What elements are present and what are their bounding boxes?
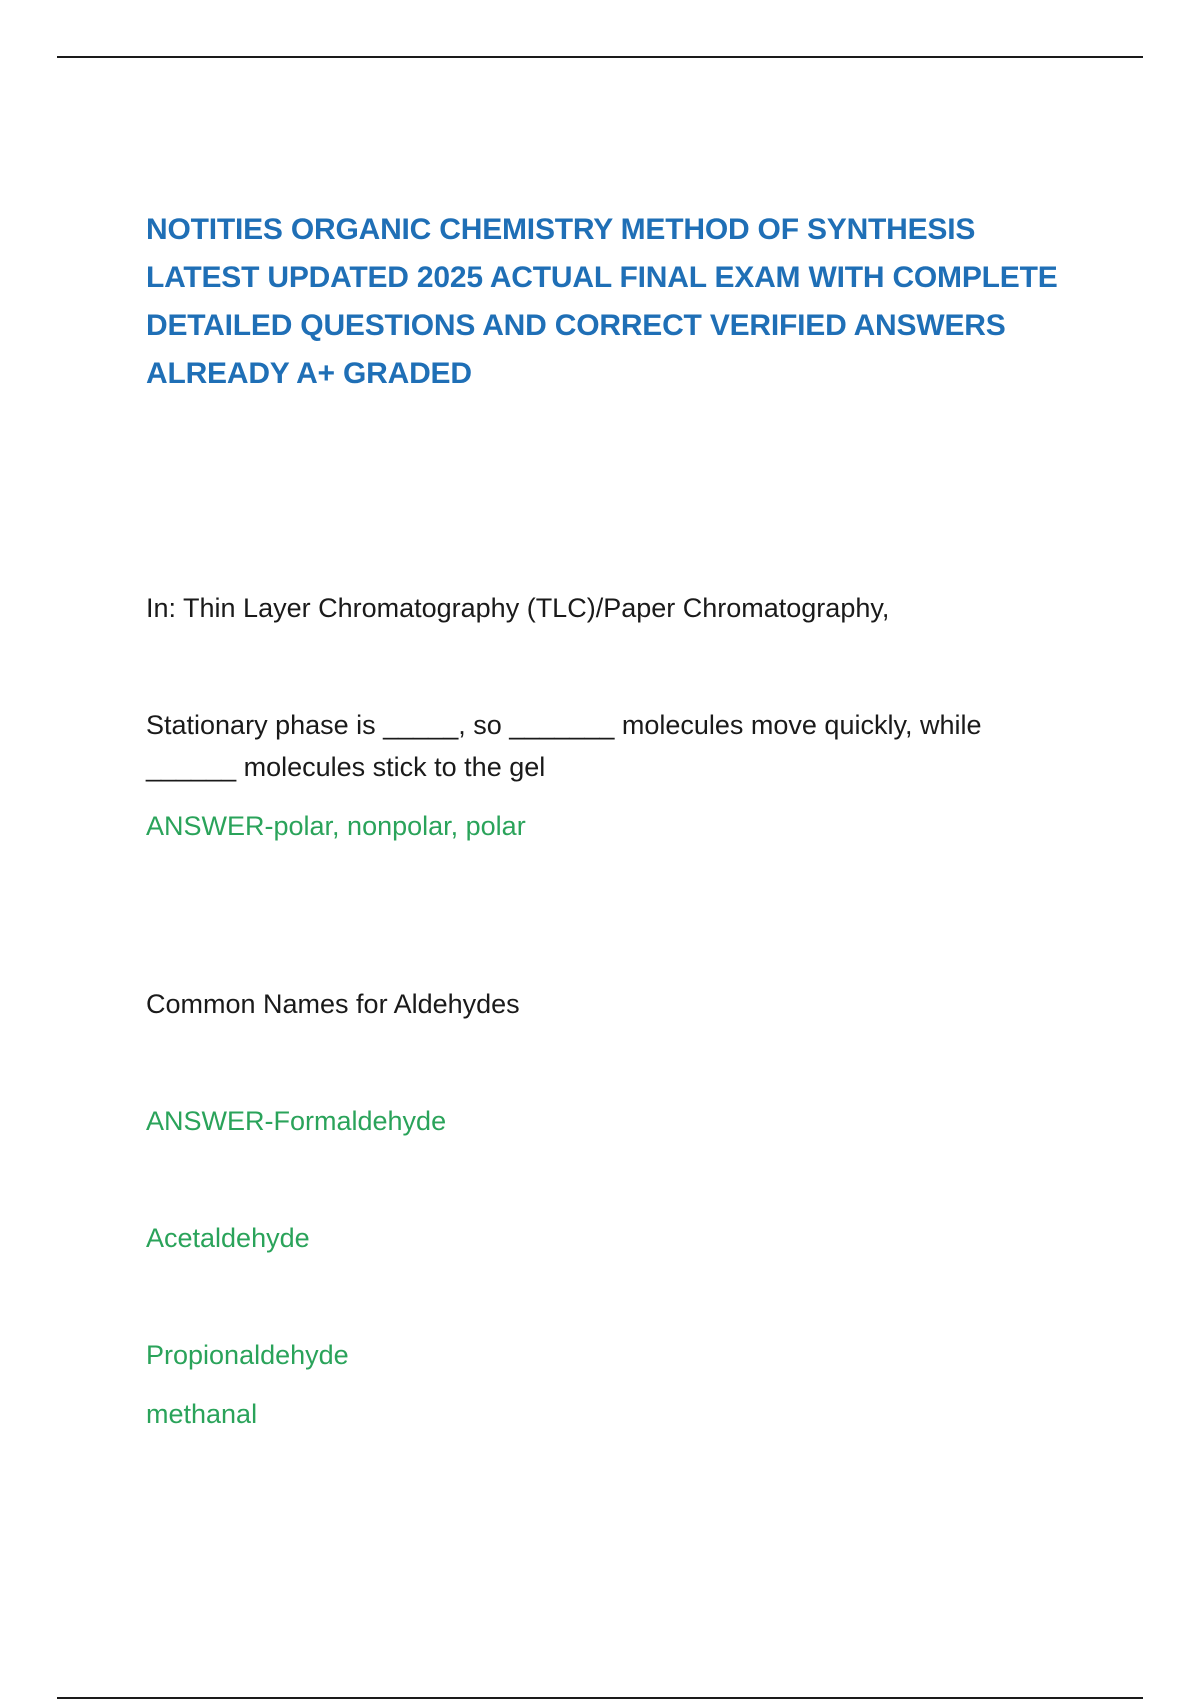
document-title	[146, 206, 1106, 398]
question-1	[146, 704, 981, 788]
answer-2-item: Propionaldehyde	[146, 1340, 349, 1370]
title-line: NOTITIES ORGANIC CHEMISTRY METHOD OF SYNTHESIS	[146, 213, 976, 246]
title-line: LATEST UPDATED 2025 ACTUAL FINAL EXAM WITH COMPLETE	[146, 261, 1058, 294]
question-1-line: Stationary phase is _____, so _______ molecules move quickly, while	[146, 710, 982, 740]
bottom-divider	[57, 1697, 1143, 1699]
top-divider	[57, 56, 1143, 58]
answer-2-item: methanal	[146, 1399, 258, 1429]
answer-2-item: Acetaldehyde	[146, 1223, 310, 1253]
question-2: Common Names for Aldehydes	[146, 989, 520, 1019]
intro-text: In: Thin Layer Chromatography (TLC)/Paper Chromatography,	[146, 593, 890, 623]
title-line: ALREADY A+ GRADED	[146, 357, 472, 390]
answer-1: ANSWER-polar, nonpolar, polar	[146, 811, 526, 841]
question-1-line: ______ molecules stick to the gel	[146, 752, 546, 782]
title-line: DETAILED QUESTIONS AND CORRECT VERIFIED ANSWERS	[146, 309, 1006, 342]
answer-2-item: ANSWER-Formaldehyde	[146, 1106, 447, 1136]
